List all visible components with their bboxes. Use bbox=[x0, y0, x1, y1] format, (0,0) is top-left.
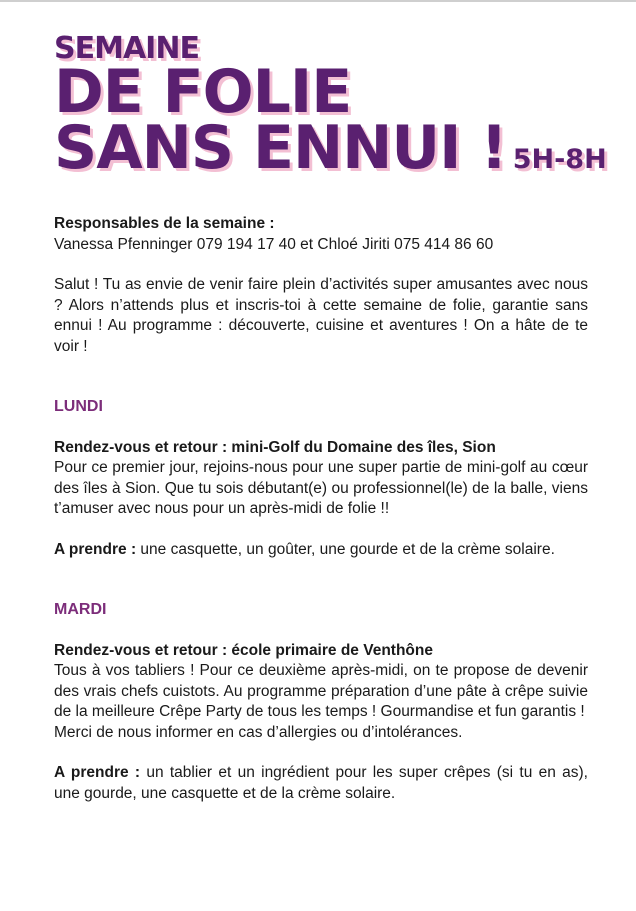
responsables-names: Vanessa Pfenninger 079 194 17 40 et Chloé Jiriti 075 414 86 60 bbox=[54, 235, 494, 253]
lundi-meeting: Rendez-vous et retour : mini-Golf du Domaine des îles, Sion bbox=[54, 438, 496, 456]
day-heading-mardi: MARDI bbox=[54, 601, 107, 618]
mardi-meeting: Rendez-vous et retour : école primaire de Venthône bbox=[54, 641, 433, 659]
age-range: 5H-8H bbox=[512, 144, 607, 175]
responsables-heading: Responsables de la semaine : bbox=[54, 215, 275, 232]
mardi-bring-text: un tablier et un ingrédient pour les super crêpes (si tu en as), une gourde, une casquette et de la crème solaire. bbox=[54, 764, 588, 802]
title-block bbox=[54, 31, 614, 183]
lundi-bring bbox=[54, 540, 588, 561]
title-line-2: DE FOLIE bbox=[54, 57, 352, 127]
title-line-3 bbox=[54, 113, 614, 183]
content bbox=[54, 214, 588, 804]
lundi-bring-text: une casquette, un goûter, une gourde et de la crème solaire. bbox=[136, 540, 555, 558]
day-heading-lundi: LUNDI bbox=[54, 398, 103, 415]
mardi-bring-label: A prendre : bbox=[54, 764, 141, 781]
title-line-1: SEMAINE bbox=[54, 31, 199, 66]
intro-text: Salut ! Tu as envie de venir faire plein d’activités super amusantes avec nous ? Alors n’attends plus et inscris-toi à cette semaine de folie, garantie sans ennui ! Au programme : découverte, cuisine et aventures ! On a hâte de te voir ! bbox=[54, 276, 588, 355]
title-line-3-text: SANS ENNUI ! bbox=[54, 113, 507, 183]
lundi-bring-label: A prendre : bbox=[54, 540, 137, 558]
top-rule bbox=[0, 0, 636, 2]
mardi-description: Tous à vos tabliers ! Pour ce deuxième après-midi, on te propose de devenir des vrais chefs cuistots. Au programme préparation d’une pâte à crêpe suivie de la meilleure Crêpe Party de tous les temps ! Gourmandise et fun garantis ! bbox=[54, 662, 588, 720]
mardi-note: Merci de nous informer en cas d’allergies ou d’intolérances. bbox=[54, 723, 463, 741]
lundi-description: Pour ce premier jour, rejoins-nous pour une super partie de mini-golf au cœur des îles à Sion. Que tu sois débutant(e) ou professionnel(le) de la balle, viens t’amuser avec nous pour un après-midi de folie !! bbox=[54, 459, 588, 517]
mardi-bring bbox=[54, 763, 588, 804]
